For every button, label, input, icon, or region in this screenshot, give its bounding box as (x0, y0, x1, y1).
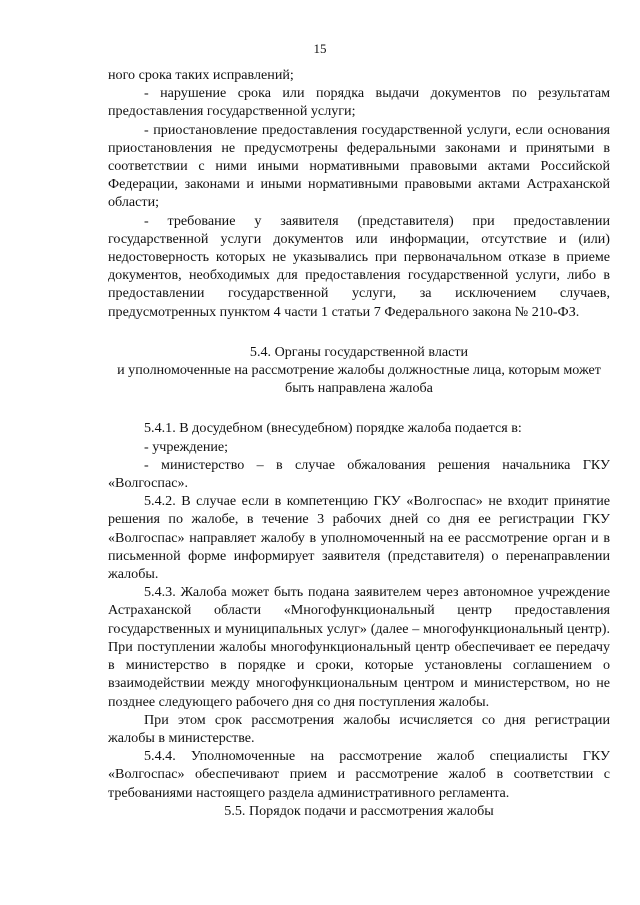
paragraph-5-4-1: 5.4.1. В досудебном (внесудебном) порядке жалоба подается в: (144, 420, 522, 437)
page-number: 15 (313, 41, 327, 56)
paragraph-suspension: - приостановление предоставления государственной услуги, если основания приостановления не предусмотрены федеральными законами и принятыми в соответствии с ними иными нормативными правовыми актами Российской Федерации, законами и иными нормативными правовыми актами Астраханской области; (108, 121, 610, 211)
paragraph-document-requirement: - требование у заявителя (представителя) при предоставлении государственной услуги документов или информации, отсутствие и (или) недостоверность которых не указывались при первоначальном отказе в приеме документов, необходимых для предоставления государственной услуги, либо в предоставлении государственной услуги, за исключением случаев, предусмотренных пунктом 4 части 1 статьи 7 Федерального закона № 210-ФЗ. (108, 212, 610, 320)
paragraph-review-period: При этом срок рассмотрения жалобы исчисляется со дня регистрации жалобы в министерстве. (108, 711, 610, 746)
paragraph-continuation: ного срока таких исправлений; (108, 67, 294, 83)
list-item-institution: - учреждение; (144, 438, 229, 455)
section-heading-5-5: 5.5. Порядок подачи и рассмотрения жалобы (224, 802, 494, 819)
list-item-ministry: - министерство – в случае обжалования решения начальника ГКУ «Волгоспас». (108, 456, 610, 492)
document-body (108, 66, 610, 820)
paragraph-deadline-violation: - нарушение срока или порядка выдачи документов по результатам предоставления государственной услуги; (108, 85, 610, 120)
paragraph-5-4-2: 5.4.2. В случае если в компетенцию ГКУ «Волгоспас» не входит принятие решения по жалобе, в течение 3 рабочих дней со дня ее регистрации ГКУ «Волгоспас» направляет жалобу в уполномоченный на ее рассмотрение орган и в письменной форме информирует заявителя (представителя) о перенаправлении жалобы. (108, 493, 610, 583)
paragraph-5-4-4: 5.4.4. Уполномоченные на рассмотрение жалоб специалисты ГКУ «Волгоспас» обеспечивают прием и рассмотрение жалоб в соответствии с требованиями настоящего раздела административного регламента. (108, 748, 610, 801)
section-heading-5-4-line1: 5.4. Органы государственной власти (249, 343, 469, 360)
paragraph-5-4-3: 5.4.3. Жалоба может быть подана заявителем через автономное учреждение Астраханской области «Многофункциональный центр предоставления государственных и муниципальных услуг» (далее – многофункциональный центр). При поступлении жалобы многофункциональный центр обеспечивает ее передачу в министерство в порядке и сроки, которые установлены соглашением о взаимодействии между многофункциональным центром и министерством, но не позднее следующего рабочего дня со дня поступления жалобы. (108, 584, 610, 710)
section-heading-5-4 (108, 343, 610, 398)
section-heading-5-4-line2: и уполномоченные на рассмотрение жалобы должностные лица, которым может быть направлена жалоба (117, 362, 601, 397)
